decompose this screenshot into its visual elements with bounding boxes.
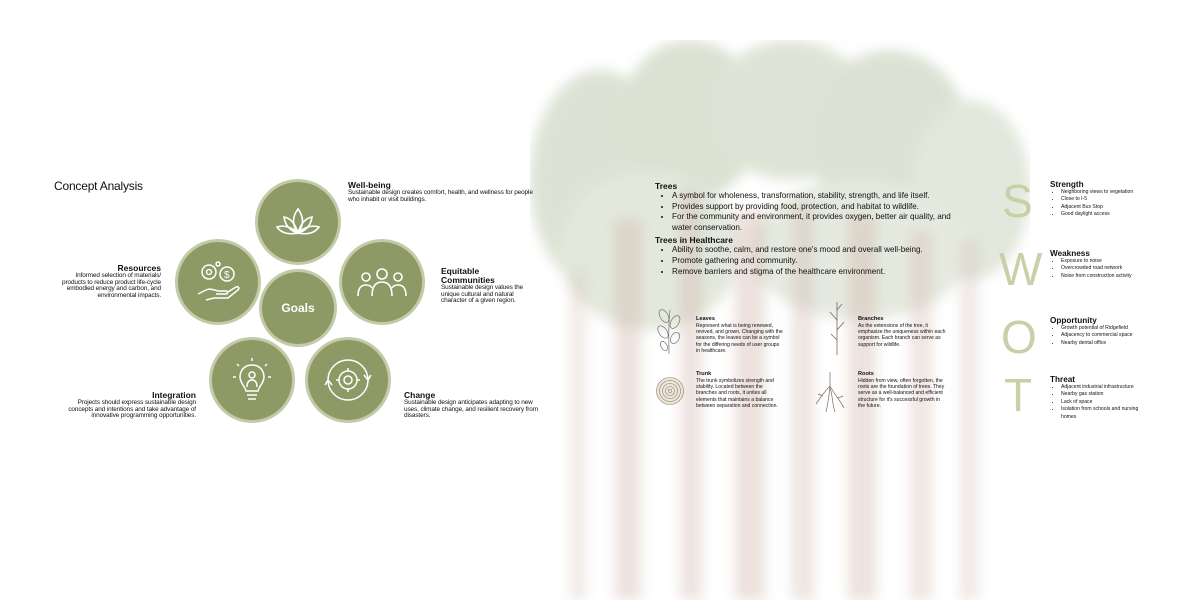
list-item: • A symbol for wholeness, transformation, stability, strength, and life itself.	[672, 191, 955, 202]
resources-circle	[178, 242, 258, 322]
swot-letter-w: W	[999, 243, 1043, 295]
integration-circle	[212, 340, 292, 420]
swot-letter-s: S	[1002, 175, 1033, 227]
wellbeing-title: Well-being	[348, 180, 391, 190]
list-item: • Growth potential of Ridgefield	[1061, 325, 1160, 332]
strength-list	[1050, 189, 1160, 219]
list-item: • Neighboring views to vegetation	[1061, 189, 1160, 196]
swot-strength	[1050, 180, 1160, 219]
trees-healthcare-list	[655, 245, 955, 277]
branches-block	[858, 316, 946, 348]
list-item: • Overcrowded road network	[1061, 265, 1160, 272]
swot-weakness	[1050, 249, 1160, 280]
trees-bullet-list	[655, 191, 955, 233]
trees-title: Trees	[655, 181, 678, 191]
list-item: • Close to I-5	[1061, 196, 1160, 203]
swot-opportunity	[1050, 316, 1160, 347]
leaves-sketch-icon	[654, 306, 684, 356]
change-title: Change	[404, 390, 436, 400]
weakness-title: Weakness	[1050, 249, 1090, 258]
opportunity-title: Opportunity	[1050, 316, 1097, 325]
leaves-title: Leaves	[696, 316, 715, 322]
people-group-icon	[356, 266, 408, 298]
integration-title: Integration	[152, 390, 196, 400]
trunk-title: Trunk	[696, 371, 712, 377]
resources-hand-icon	[194, 260, 242, 304]
trees-healthcare-title: Trees in Healthcare	[655, 235, 733, 246]
leaves-block	[696, 316, 784, 355]
integration-text: Projects should express sustainable design concepts and intentions and take advantage of innovative programming opportunities.	[68, 399, 196, 420]
goals-center-circle	[262, 272, 334, 344]
integration-label	[54, 391, 196, 420]
lightbulb-icon	[232, 357, 272, 403]
opportunity-list	[1050, 325, 1160, 347]
list-item: • For the community and environment, it provides oxygen, better air quality, and water conservation.	[672, 212, 955, 233]
list-item: • Noise from construction activity	[1061, 273, 1160, 280]
wellbeing-text: Sustainable design creates comfort, health, and wellness for people who inhabit or visit buildings.	[348, 189, 533, 203]
roots-block	[858, 371, 946, 410]
roots-text: Hidden from view, often forgotten, the roots are the foundation of trees. They serve as a well-balanced and efficient structure for it's successful growth in the future.	[858, 377, 945, 410]
branches-sketch-icon	[826, 300, 848, 356]
leaves-text: Represent what is being renewed, revived, and grown. Changing with the seasons, the leaves can be a symbol for the differing needs of user groups in healthcare.	[696, 322, 783, 355]
swot-threat	[1050, 375, 1150, 421]
list-item: • Adjacency to commercial space	[1061, 332, 1160, 339]
resources-label	[58, 264, 161, 299]
wellbeing-circle	[258, 182, 338, 262]
list-item: • Remove barriers and stigma of the healthcare environment.	[672, 267, 955, 278]
trunk-text: The trunk symbolizes strength and stability. Located between the branches and roots, it unites all elements that maintains a balance between separation and connection.	[696, 377, 778, 410]
equitable-circle	[342, 242, 422, 322]
trunk-block	[696, 371, 784, 410]
weakness-list	[1050, 258, 1160, 280]
change-label	[404, 391, 540, 420]
list-item: • Adjacent industrial infrastructure	[1061, 384, 1150, 391]
list-item: • Promote gathering and community.	[672, 256, 955, 267]
change-text: Sustainable design anticipates adapting to new uses, climate change, and resilient recovery from disasters.	[404, 399, 538, 420]
lotus-icon	[275, 205, 321, 239]
list-item: • Adjacent Bus Stop	[1061, 204, 1160, 211]
threat-list	[1050, 384, 1150, 421]
branches-title: Branches	[858, 316, 884, 322]
swot-letter-t: T	[1004, 369, 1033, 421]
list-item: • Nearby dental office	[1061, 340, 1160, 347]
trees-section	[655, 181, 955, 277]
list-item: • Nearby gas station	[1061, 391, 1150, 398]
list-item: • Lack of space	[1061, 399, 1150, 406]
roots-sketch-icon	[814, 370, 846, 414]
roots-title: Roots	[858, 371, 874, 377]
branches-text: As the extensions of the tree, it emphasize the uniqueness within each organism. Each branch can serve as support for wildlife.	[858, 322, 946, 348]
list-item: • Good daylight access	[1061, 211, 1160, 218]
gear-cycle-icon	[324, 356, 372, 404]
strength-title: Strength	[1050, 180, 1084, 189]
list-item: • Exposure to noise	[1061, 258, 1160, 265]
list-item: • Ability to soothe, calm, and restore one's mood and overall well-being.	[672, 245, 955, 256]
equitable-text: Sustainable design values the unique cultural and natural character of a given region.	[441, 284, 524, 305]
list-item: • Provides support by providing food, protection, and habitat to wildlife.	[672, 202, 955, 213]
equitable-title: Equitable Communities	[441, 266, 495, 285]
swot-letter-o: O	[1001, 311, 1037, 363]
trunk-rings-icon	[655, 376, 685, 406]
page-title: Concept Analysis	[54, 179, 143, 193]
change-circle	[308, 340, 388, 420]
resources-text: Informed selection of materials/ products to reduce product life-cycle embodied energy and carbon, and environmental impacts.	[62, 272, 161, 299]
threat-title: Threat	[1050, 375, 1076, 384]
goals-label: Goals	[281, 301, 315, 315]
equitable-label	[441, 267, 541, 305]
list-item: • Isolation from schools and nursing homes	[1061, 406, 1150, 421]
wellbeing-label	[348, 181, 543, 203]
svg-text:$: $	[224, 270, 230, 281]
resources-title: Resources	[117, 263, 161, 273]
